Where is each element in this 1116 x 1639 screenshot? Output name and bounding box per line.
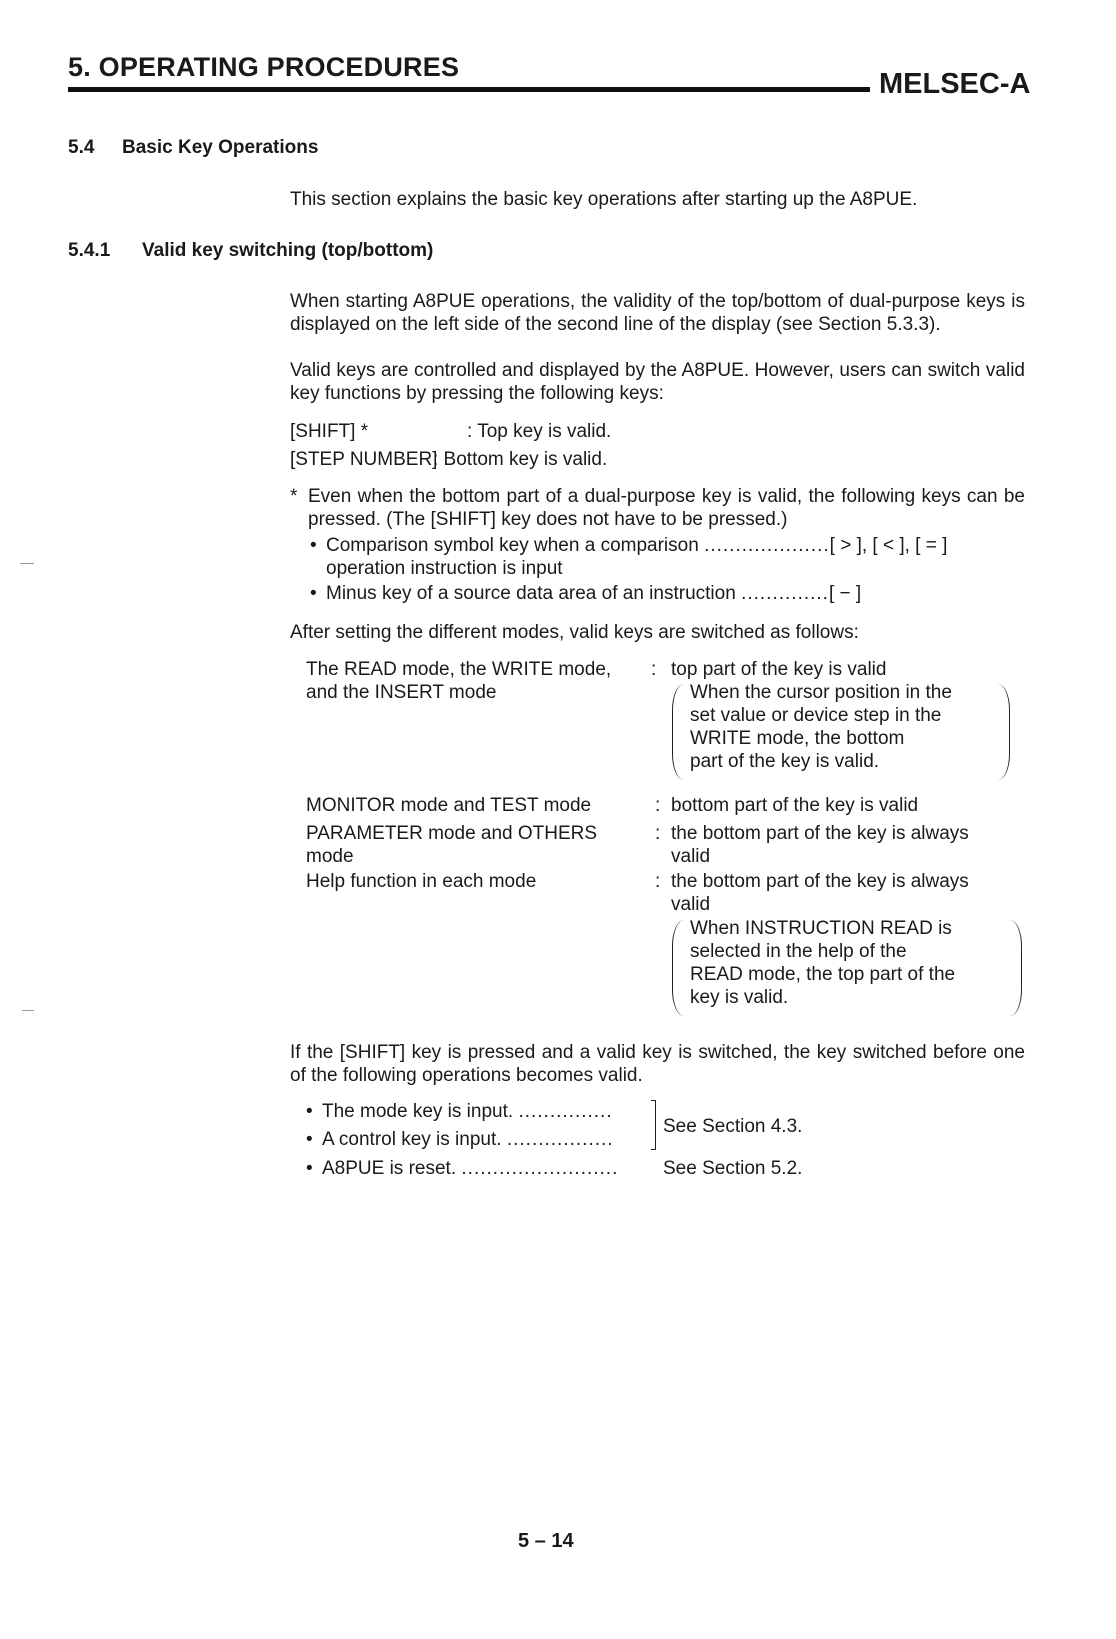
- operation-reset: • A8PUE is reset. .........................: [322, 1157, 618, 1180]
- key-step-number: [STEP NUMBER]: [290, 449, 438, 470]
- mode-read-write-line2: and the INSERT mode: [306, 682, 497, 703]
- see-section-5-2: See Section 5.2.: [663, 1158, 803, 1179]
- exception-comparison-keys: [ > ], [ < ], [ = ]: [829, 535, 948, 556]
- scan-mark: [22, 1010, 34, 1011]
- scan-mark: [20, 563, 34, 564]
- operation-control-key: • A control key is input. .................: [322, 1128, 614, 1151]
- section-intro: This section explains the basic key operations after starting up the A8PUE.: [290, 189, 918, 210]
- leader-dots: ..............: [741, 583, 829, 604]
- paragraph-display: When starting A8PUE operations, the validity of the top/bottom of dual-purpose keys is displayed on the left side of the second line of the display (see Section 5.3.3).: [290, 291, 1025, 335]
- mode-parameter-desc2: valid: [671, 846, 711, 867]
- section-title: Basic Key Operations: [122, 137, 319, 158]
- colon: :: [655, 795, 661, 816]
- brand-logo: MELSEC-A: [879, 68, 1031, 100]
- exception-minus-key: [ − ]: [828, 583, 862, 604]
- leader-dots: ....................: [704, 535, 830, 556]
- exception-minus: • Minus key of a source data area of an instruction ..............[ − ]: [326, 582, 861, 605]
- key-shift: [SHIFT] *: [290, 421, 369, 442]
- see-section-4-3: See Section 4.3.: [663, 1116, 803, 1137]
- mode-help: Help function in each mode: [306, 871, 537, 892]
- key-shift-desc: : Top key is valid.: [467, 421, 612, 442]
- colon: :: [651, 659, 657, 680]
- paragraph-valid-keys: Valid keys are controlled and displayed by the A8PUE. However, users can switch valid key functions by pressing the following keys:: [290, 360, 1025, 404]
- key-step-number-desc: : Bottom key is valid.: [433, 449, 608, 470]
- colon: :: [655, 823, 661, 844]
- subsection-title: Valid key switching (top/bottom): [142, 240, 434, 261]
- exception-comparison-line2: operation instruction is input: [326, 558, 563, 579]
- colon: :: [655, 871, 661, 892]
- mode-help-desc2: valid: [671, 894, 711, 915]
- mode-help-desc: the bottom part of the key is always: [671, 871, 969, 892]
- section-number: 5.4: [68, 137, 95, 158]
- mode-read-write-desc: top part of the key is valid: [671, 659, 887, 680]
- mode-parameter-line2: mode: [306, 846, 354, 867]
- note-instruction-read: When INSTRUCTION READ is selected in the help of the READ mode, the top part of the key is valid.: [690, 918, 956, 1008]
- note-write-cursor: When the cursor position in the set value or device step in the WRITE mode, the bottom part of the key is valid.: [690, 682, 952, 772]
- page-number: 5 – 14: [518, 1530, 574, 1552]
- asterisk-mark: *: [290, 486, 298, 507]
- mode-monitor-test: MONITOR mode and TEST mode: [306, 795, 592, 816]
- mode-parameter-desc: the bottom part of the key is always: [671, 823, 969, 844]
- chapter-title: 5. OPERATING PROCEDURES: [68, 52, 460, 82]
- subsection-number: 5.4.1: [68, 240, 111, 261]
- paragraph-shift: If the [SHIFT] key is pressed and a valid key is switched, the key switched before one of the following operations becomes valid.: [290, 1042, 1025, 1086]
- modes-intro: After setting the different modes, valid keys are switched as follows:: [290, 622, 859, 643]
- header-rule: [68, 87, 870, 92]
- mode-monitor-test-desc: bottom part of the key is valid: [671, 795, 919, 816]
- operation-mode-key: • The mode key is input. ...............: [322, 1100, 613, 1123]
- group-brace: [651, 1100, 656, 1150]
- exception-comparison: • Comparison symbol key when a comparison ....................[ > ], [ < ], [ = ]: [326, 534, 947, 557]
- mode-read-write-line1: The READ mode, the WRITE mode,: [306, 659, 612, 680]
- asterisk-note: Even when the bottom part of a dual-purpose key is valid, the following keys can be pressed. (The [SHIFT] key does not have to be pressed.): [308, 486, 1025, 530]
- mode-parameter-line1: PARAMETER mode and OTHERS: [306, 823, 598, 844]
